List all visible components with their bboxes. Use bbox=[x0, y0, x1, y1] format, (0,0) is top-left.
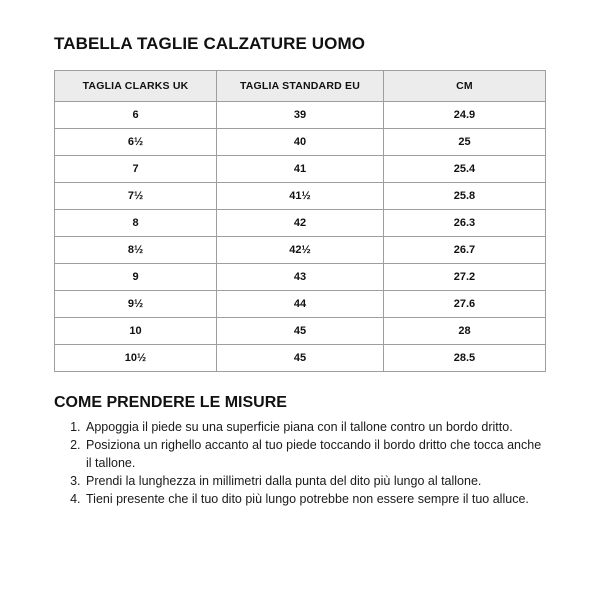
table-row bbox=[55, 183, 546, 210]
cell-cm: 27.2 bbox=[383, 264, 545, 291]
cell-eu: 39 bbox=[217, 102, 384, 129]
cell-eu: 44 bbox=[217, 291, 384, 318]
cell-eu: 40 bbox=[217, 129, 384, 156]
cell-eu: 42 bbox=[217, 210, 384, 237]
list-item: 2. Posiziona un righello accanto al tuo piede toccando il bordo dritto che tocca anche il tallone. bbox=[84, 437, 546, 472]
cell-uk: 8 bbox=[55, 210, 217, 237]
cell-eu: 41 bbox=[217, 156, 384, 183]
cell-eu: 42½ bbox=[217, 237, 384, 264]
table-body bbox=[55, 102, 546, 372]
cell-cm: 28 bbox=[383, 318, 545, 345]
cell-uk: 10 bbox=[55, 318, 217, 345]
cell-cm: 25 bbox=[383, 129, 545, 156]
table-header-row bbox=[55, 71, 546, 102]
column-header-uk: TAGLIA CLARKS UK bbox=[55, 71, 217, 102]
list-item: 4. Tieni presente che il tuo dito più lungo potrebbe non essere sempre il tuo alluce. bbox=[84, 491, 546, 508]
table-row bbox=[55, 345, 546, 372]
cell-cm: 26.3 bbox=[383, 210, 545, 237]
table-row bbox=[55, 210, 546, 237]
cell-uk: 7½ bbox=[55, 183, 217, 210]
table-row bbox=[55, 264, 546, 291]
cell-cm: 26.7 bbox=[383, 237, 545, 264]
cell-cm: 28.5 bbox=[383, 345, 545, 372]
table-row bbox=[55, 318, 546, 345]
table-row bbox=[55, 102, 546, 129]
cell-uk: 6½ bbox=[55, 129, 217, 156]
table-row bbox=[55, 156, 546, 183]
cell-uk: 6 bbox=[55, 102, 217, 129]
table-row bbox=[55, 291, 546, 318]
list-item: 3. Prendi la lunghezza in millimetri dalla punta del dito più lungo al tallone. bbox=[84, 473, 546, 490]
instructions-heading: COME PRENDERE LE MISURE bbox=[54, 394, 287, 411]
cell-eu: 45 bbox=[217, 345, 384, 372]
cell-cm: 27.6 bbox=[383, 291, 545, 318]
list-item: 1. Appoggia il piede su una superficie piana con il tallone contro un bordo dritto. bbox=[84, 419, 546, 436]
table-row bbox=[55, 237, 546, 264]
instructions-list bbox=[54, 419, 546, 508]
column-header-eu: TAGLIA STANDARD EU bbox=[217, 71, 384, 102]
cell-cm: 25.8 bbox=[383, 183, 545, 210]
table-row bbox=[55, 129, 546, 156]
column-header-cm: CM bbox=[383, 71, 545, 102]
cell-cm: 25.4 bbox=[383, 156, 545, 183]
size-chart-table bbox=[54, 70, 546, 372]
cell-cm: 24.9 bbox=[383, 102, 545, 129]
cell-eu: 43 bbox=[217, 264, 384, 291]
cell-eu: 41½ bbox=[217, 183, 384, 210]
cell-uk: 9 bbox=[55, 264, 217, 291]
cell-eu: 45 bbox=[217, 318, 384, 345]
cell-uk: 7 bbox=[55, 156, 217, 183]
cell-uk: 9½ bbox=[55, 291, 217, 318]
cell-uk: 10½ bbox=[55, 345, 217, 372]
cell-uk: 8½ bbox=[55, 237, 217, 264]
page-title: TABELLA TAGLIE CALZATURE UOMO bbox=[54, 34, 366, 53]
